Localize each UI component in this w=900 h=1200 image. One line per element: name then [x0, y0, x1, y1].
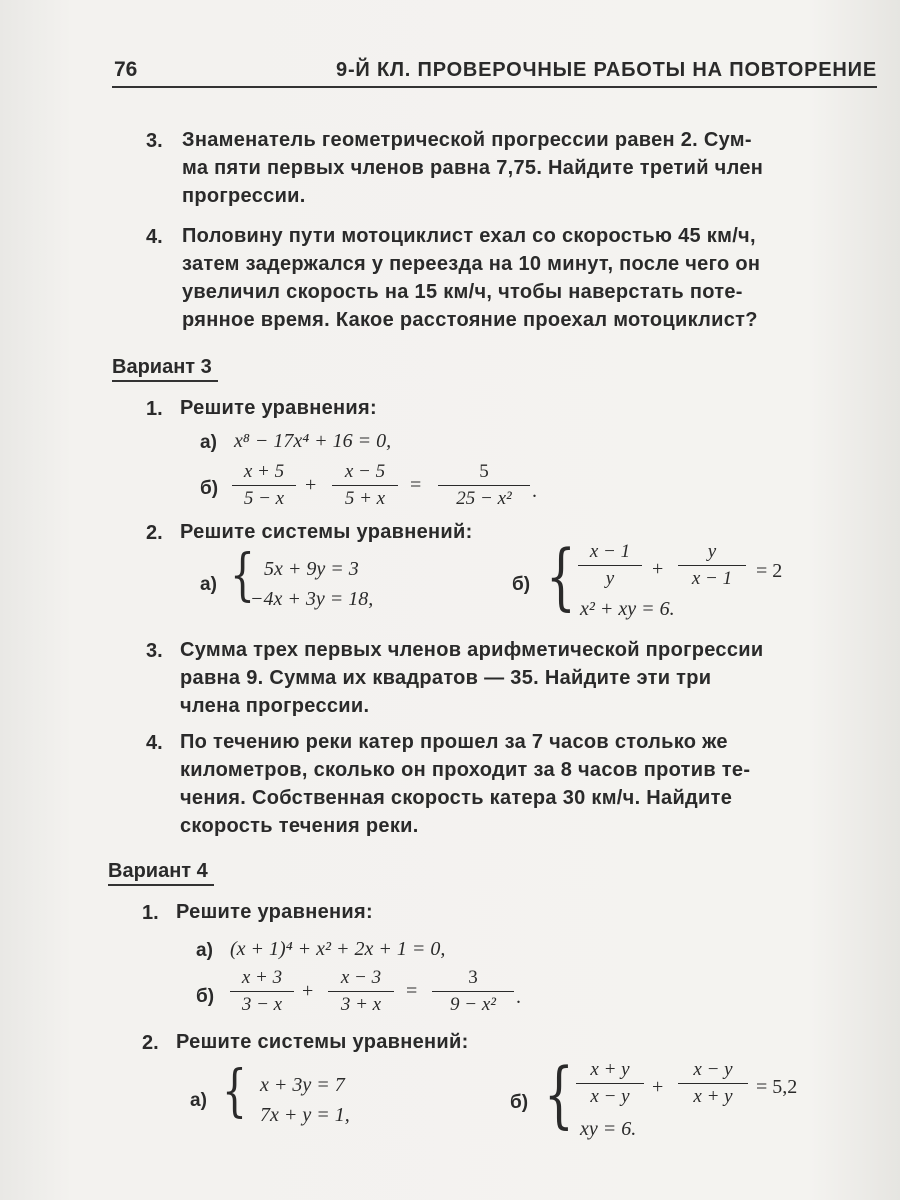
running-header [112, 56, 877, 88]
text-line: Половину пути мотоциклист ехал со скоростью 45 км/ч, [182, 225, 756, 247]
equals-sign: = [406, 980, 418, 1002]
problem-text: Решите системы уравнений: [176, 1031, 469, 1053]
problem-text [182, 222, 882, 334]
plus-sign: + [652, 1076, 664, 1098]
text-line: увеличил скорость на 15 км/ч, чтобы наверстать поте- [182, 281, 743, 303]
fraction [332, 460, 398, 511]
plus-sign: + [652, 558, 664, 580]
problem-text: Решите уравнения: [180, 397, 377, 419]
equation: xy = 6. [580, 1118, 637, 1140]
fraction [230, 966, 294, 1017]
numerator: 3 [468, 967, 478, 988]
denominator: 3 − x [241, 994, 283, 1015]
problem-text [182, 126, 882, 210]
equation: −4x + 3y = 18, [250, 588, 374, 610]
denominator: 5 − x [243, 488, 285, 509]
text-line: Сумма трех первых членов арифметической прогрессии [180, 639, 764, 661]
fraction [678, 540, 746, 591]
fraction [232, 460, 296, 511]
problem-text: Решите системы уравнений: [180, 521, 473, 543]
system-brace: { [230, 543, 255, 608]
fraction [432, 966, 514, 1017]
equation-rhs: = 2 [756, 560, 783, 582]
item-label: б) [200, 478, 219, 499]
fraction [328, 966, 394, 1017]
numerator: y [707, 541, 717, 562]
item-label: б) [196, 986, 215, 1007]
equation: 7x + y = 1, [260, 1104, 350, 1126]
problem-number: 1. [146, 398, 163, 420]
fraction [576, 1058, 644, 1109]
text-line: равна 9. Сумма их квадратов — 35. Найдите эти три [180, 667, 712, 689]
numerator: x − 5 [344, 461, 386, 482]
equation-rhs: = 5,2 [756, 1076, 798, 1098]
system-brace: { [546, 534, 576, 618]
text-line: затем задержался у переезда на 10 минут, после чего он [182, 253, 761, 275]
numerator: 5 [479, 461, 489, 482]
problem-number: 2. [142, 1032, 159, 1054]
equals-sign: = [410, 474, 422, 496]
fraction [578, 540, 642, 591]
equation: x⁸ − 17x⁴ + 16 = 0, [234, 430, 392, 452]
page-title: 9-Й КЛ. ПРОВЕРОЧНЫЕ РАБОТЫ НА ПОВТОРЕНИЕ [336, 59, 877, 81]
denominator: 9 − x² [450, 994, 496, 1015]
item-label: а) [190, 1090, 207, 1111]
period: . [516, 986, 521, 1008]
plus-sign: + [302, 980, 314, 1002]
item-label: б) [512, 574, 531, 595]
denominator: 25 − x² [456, 488, 512, 509]
item-label: а) [200, 432, 217, 453]
numerator: x + y [590, 1059, 630, 1080]
system-brace: { [544, 1052, 574, 1136]
text-line: километров, сколько он проходит за 8 часов против те- [180, 759, 751, 781]
text-line: ма пяти первых членов равна 7,75. Найдите третий член [182, 157, 764, 179]
problem-number: 4. [146, 732, 163, 754]
text-line: члена прогрессии. [180, 695, 370, 717]
problem-text [180, 636, 880, 720]
problem-number: 2. [146, 522, 163, 544]
numerator: x − 1 [589, 541, 631, 562]
variant-heading: Вариант 4 [108, 860, 214, 886]
text-line: По течению реки катер прошел за 7 часов столько же [180, 731, 728, 753]
fraction [678, 1058, 748, 1109]
denominator: 5 + x [344, 488, 386, 509]
denominator: 3 + x [340, 994, 382, 1015]
equation: x² + xy = 6. [580, 598, 675, 620]
text-line: скорость течения реки. [180, 815, 419, 837]
text-line: Знаменатель геометрической прогрессии равен 2. Сум- [182, 129, 752, 151]
equation: (x + 1)⁴ + x² + 2x + 1 = 0, [230, 938, 446, 960]
item-label: а) [200, 574, 217, 595]
numerator: x + 3 [241, 967, 283, 988]
numerator: x − y [693, 1059, 733, 1080]
problem-text [180, 728, 880, 840]
denominator: x − 1 [691, 568, 733, 589]
problem-text: Решите уравнения: [176, 901, 373, 923]
text-line: рянное время. Какое расстояние проехал мотоциклист? [182, 309, 758, 331]
text-line: прогрессии. [182, 185, 306, 207]
denominator: x + y [693, 1086, 733, 1107]
item-label: б) [510, 1092, 529, 1113]
variant-heading: Вариант 3 [112, 356, 218, 382]
equation: 5x + 9y = 3 [264, 558, 359, 580]
problem-number: 4. [146, 226, 163, 248]
period: . [532, 480, 537, 502]
numerator: x + 5 [243, 461, 285, 482]
equation: x + 3y = 7 [260, 1074, 345, 1096]
denominator: x − y [590, 1086, 630, 1107]
problem-number: 3. [146, 640, 163, 662]
fraction [438, 460, 530, 511]
text-line: чения. Собственная скорость катера 30 км/ч. Найдите [180, 787, 733, 809]
denominator: y [605, 568, 615, 589]
problem-number: 3. [146, 130, 163, 152]
item-label: а) [196, 940, 213, 961]
problem-number: 1. [142, 902, 159, 924]
numerator: x − 3 [340, 967, 382, 988]
plus-sign: + [305, 474, 317, 496]
page-number: 76 [114, 58, 138, 81]
system-brace: { [222, 1059, 247, 1124]
